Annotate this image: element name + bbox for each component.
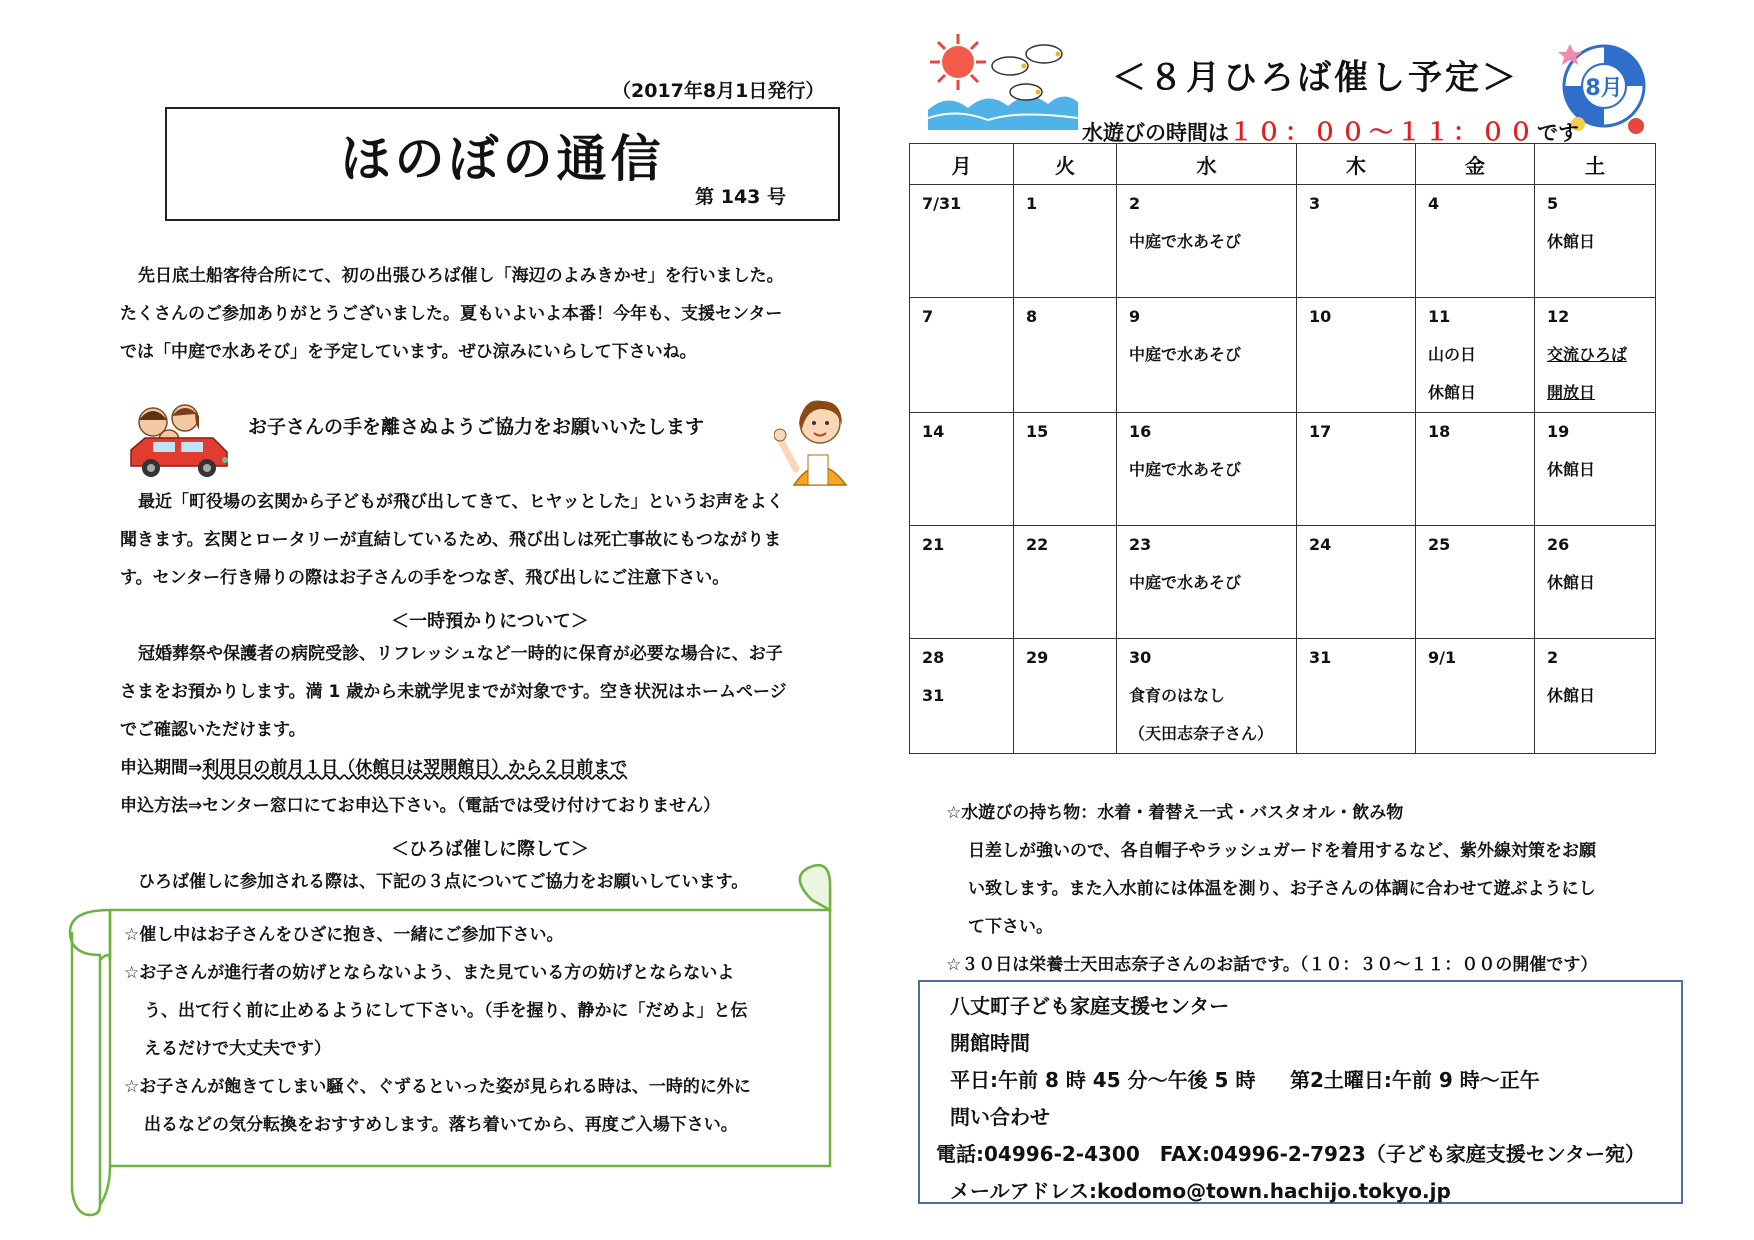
contact-box	[918, 980, 1683, 1204]
cell-date: 31	[1309, 648, 1332, 667]
hiroba-rule-line-6: 出るなどの気分転換をおすすめします。落ち着いてから、再度ご入場下さい。	[144, 1115, 738, 1135]
cell-date: 31	[922, 686, 945, 705]
day-header-thu: 木	[1297, 144, 1416, 185]
hiroba-rule-line-4: えるだけで大丈夫です）	[144, 1039, 331, 1059]
cell-date: 15	[1026, 422, 1049, 441]
cell-date: 23	[1129, 535, 1152, 554]
calendar-cell	[910, 185, 1014, 298]
title-box	[165, 107, 840, 221]
water-time-prefix: 水遊びの時間は	[1082, 121, 1229, 145]
calendar-week-row	[910, 413, 1656, 526]
application-method: 申込方法⇒センター窓口にてお申込下さい。（電話では受け付けておりません）	[120, 796, 721, 816]
safety-heading: お子さんの手を離さぬようご協力をお願いいたします	[248, 416, 705, 438]
childcare-heading: ＜一時預かりについて＞	[391, 611, 589, 632]
hiroba-rule-line-1: ☆催し中はお子さんをひざに抱き、一緒にご参加下さい。	[124, 925, 564, 945]
cell-date: 7	[922, 307, 934, 326]
notes-line-5: ☆３０日は栄養士天田志奈子さんのお話です。（１０：３０～１１：００の開催です）	[946, 955, 1598, 975]
intro-line-1: 先日底土船客待合所にて、初の出張ひろば催し「海辺のよみきかせ」を行いました。	[138, 266, 784, 286]
family-car-illustration	[125, 400, 233, 480]
safety-line-2: 聞きます。玄関とロータリーが直結しているため、飛び出しは死亡事故にもつながりま	[120, 530, 781, 550]
cell-date: 11	[1428, 307, 1451, 326]
cell-event: 休館日	[1428, 383, 1477, 402]
calendar-cell	[910, 639, 1014, 754]
calendar-week-row	[910, 298, 1656, 413]
calendar-cell	[1535, 185, 1656, 298]
saturday-hours: 第2土曜日:午前 9 時～正午	[1290, 1068, 1540, 1092]
cell-date: 26	[1547, 535, 1570, 554]
calendar-cell	[1297, 526, 1416, 639]
calendar-cell	[1416, 298, 1535, 413]
calendar-cell	[1416, 526, 1535, 639]
cell-date: 22	[1026, 535, 1049, 554]
calendar-cell	[1014, 639, 1117, 754]
hiroba-rule-line-5: ☆お子さんが飽きてしまい騒ぐ、ぐずるといった姿が見られる時は、一時的に外に	[124, 1077, 751, 1097]
day-header-sat: 土	[1535, 144, 1656, 185]
cell-event: 休館日	[1547, 232, 1596, 251]
calendar-cell	[1117, 298, 1297, 413]
calendar-cell	[1535, 526, 1656, 639]
calendar-cell	[1297, 639, 1416, 754]
cell-date: 1	[1026, 194, 1038, 213]
inquiry-label: 問い合わせ	[950, 1105, 1050, 1129]
calendar-cell	[1014, 526, 1117, 639]
notes-line-2: 日差しが強いので、各自帽子やラッシュガードを着用するなど、紫外線対策をお願	[968, 841, 1596, 861]
water-time-value: １０：００～１１：００	[1229, 118, 1537, 146]
cell-date: 29	[1026, 648, 1049, 667]
calendar-cell	[1117, 526, 1297, 639]
day-header-tue: 火	[1014, 144, 1117, 185]
cell-date: 25	[1428, 535, 1451, 554]
water-time	[1082, 112, 1579, 147]
cell-date: 16	[1129, 422, 1152, 441]
calendar-cell	[910, 526, 1014, 639]
cell-event: 中庭で水あそび	[1129, 573, 1242, 592]
calendar-cell	[1535, 298, 1656, 413]
cell-date: 8	[1026, 307, 1038, 326]
hiroba-rule-line-2: ☆お子さんが進行者の妨げとならないよう、また見ている方の妨げとならないよ	[124, 963, 735, 983]
cell-date: 14	[922, 422, 945, 441]
day-header-fri: 金	[1416, 144, 1535, 185]
calendar-cell	[1416, 639, 1535, 754]
sun-seagull-illustration	[928, 30, 1078, 130]
cell-date: 28	[922, 648, 945, 667]
calendar-header-row	[910, 144, 1656, 185]
calendar-cell	[1117, 185, 1297, 298]
cell-event: 山の日	[1428, 345, 1477, 364]
calendar-cell	[1014, 298, 1117, 413]
calendar-week-row	[910, 639, 1656, 754]
cell-date: 3	[1309, 194, 1321, 213]
calendar-cell	[1535, 639, 1656, 754]
cell-event: 食育のはなし	[1129, 686, 1226, 705]
cell-event: 開放日	[1547, 383, 1596, 402]
cell-event: 休館日	[1547, 573, 1596, 592]
water-time-suffix: です	[1537, 121, 1579, 145]
calendar-cell	[1014, 413, 1117, 526]
calendar-cell	[1535, 413, 1656, 526]
safety-line-3: す。センター行き帰りの際はお子さんの手をつなぎ、飛び出しにご注意下さい。	[120, 568, 730, 588]
childcare-line-1: 冠婚葬祭や保護者の病院受診、リフレッシュなど一時的に保育が必要な場合に、お子	[138, 644, 783, 664]
cell-date: 4	[1428, 194, 1440, 213]
hiroba-heading: ＜ひろば催しに際して＞	[391, 839, 589, 860]
cell-event: （天田志奈子さん）	[1129, 724, 1274, 743]
intro-line-3: では「中庭で水あそび」を予定しています。ぜひ涼みにいらして下さいね。	[120, 342, 697, 362]
cell-date: 12	[1547, 307, 1570, 326]
safety-line-1: 最近「町役場の玄関から子どもが飛び出してきて、ヒヤッとした」というお声をよく	[138, 492, 784, 512]
day-header-wed: 水	[1117, 144, 1297, 185]
calendar-cell	[910, 413, 1014, 526]
cell-event: 中庭で水あそび	[1129, 460, 1242, 479]
cell-date: 30	[1129, 648, 1152, 667]
calendar-cell	[1297, 185, 1416, 298]
cell-event: 休館日	[1547, 460, 1596, 479]
calendar-week-row	[910, 185, 1656, 298]
calendar-cell	[1117, 413, 1297, 526]
calendar-week-row	[910, 526, 1656, 639]
cell-date: 9	[1129, 307, 1141, 326]
cell-date: 9/1	[1428, 648, 1457, 667]
cell-date: 17	[1309, 422, 1332, 441]
cell-date: 2	[1129, 194, 1141, 213]
newsletter-title: ほのぼの通信	[340, 130, 665, 188]
cell-event: 休館日	[1547, 686, 1596, 705]
calendar-cell	[1297, 298, 1416, 413]
cell-date: 21	[922, 535, 945, 554]
event-calendar	[909, 143, 1656, 754]
notes-line-3: い致します。また入水前には体温を測り、お子さんの体調に合わせて遊ぶようにし	[968, 879, 1596, 899]
events-title: ＜８月ひろば催し予定＞	[1112, 58, 1519, 98]
issue-number: 第 143 号	[695, 186, 786, 208]
childcare-line-2: さまをお預かりします。満 1 歳から未就学児までが対象です。空き状況はホームページ	[120, 682, 787, 702]
weekday-hours: 平日:午前 8 時 45 分～午後 5 時	[950, 1068, 1256, 1092]
cell-event: 中庭で水あそび	[1129, 345, 1242, 364]
cell-date: 24	[1309, 535, 1332, 554]
woman-waving-illustration	[774, 393, 864, 488]
cell-date: 5	[1547, 194, 1559, 213]
calendar-cell	[1014, 185, 1117, 298]
calendar-cell	[1297, 413, 1416, 526]
day-header-mon: 月	[910, 144, 1014, 185]
intro-line-2: たくさんのご参加ありがとうございました。夏もいよいよ本番！今年も、支援センター	[120, 304, 783, 324]
hours-label: 開館時間	[950, 1031, 1030, 1055]
cell-date: 19	[1547, 422, 1570, 441]
calendar-cell	[1117, 639, 1297, 754]
cell-event: 交流ひろば	[1547, 345, 1628, 364]
issue-date: （2017年8月1日発行）	[612, 80, 825, 102]
hiroba-intro: ひろば催しに参加される際は、下記の３点についてご協力をお願いしています。	[138, 872, 749, 892]
cell-date: 18	[1428, 422, 1451, 441]
center-name: 八丈町子ども家庭支援センター	[950, 994, 1230, 1018]
phone-fax: 電話:04996-2-4300 FAX:04996-2-7923（子ども家庭支援センター宛）	[936, 1142, 1645, 1166]
cell-date: 7/31	[922, 194, 962, 213]
cell-date: 10	[1309, 307, 1332, 326]
application-period	[120, 760, 627, 777]
application-period-value: 利用日の前月１日（休館日は翌開館日）から２日前まで	[202, 758, 628, 778]
hiroba-rule-line-3: う、出て行く前に止めるようにして下さい。（手を握り、静かに「だめよ」と伝	[144, 1001, 748, 1021]
badge-label: 8月	[1585, 76, 1623, 101]
childcare-line-3: でご確認いただけます。	[120, 720, 306, 740]
cell-date: 2	[1547, 648, 1559, 667]
application-period-label: 申込期間⇒	[120, 758, 203, 778]
email-address[interactable]: メールアドレス:kodomo@town.hachijo.tokyo.jp	[950, 1179, 1451, 1203]
calendar-cell	[1416, 185, 1535, 298]
notes-line-4: て下さい。	[968, 917, 1053, 937]
notes-line-1: ☆水遊びの持ち物：水着・着替え一式・バスタオル・飲み物	[946, 803, 1404, 823]
cell-event: 中庭で水あそび	[1129, 232, 1242, 251]
calendar-cell	[910, 298, 1014, 413]
calendar-cell	[1416, 413, 1535, 526]
